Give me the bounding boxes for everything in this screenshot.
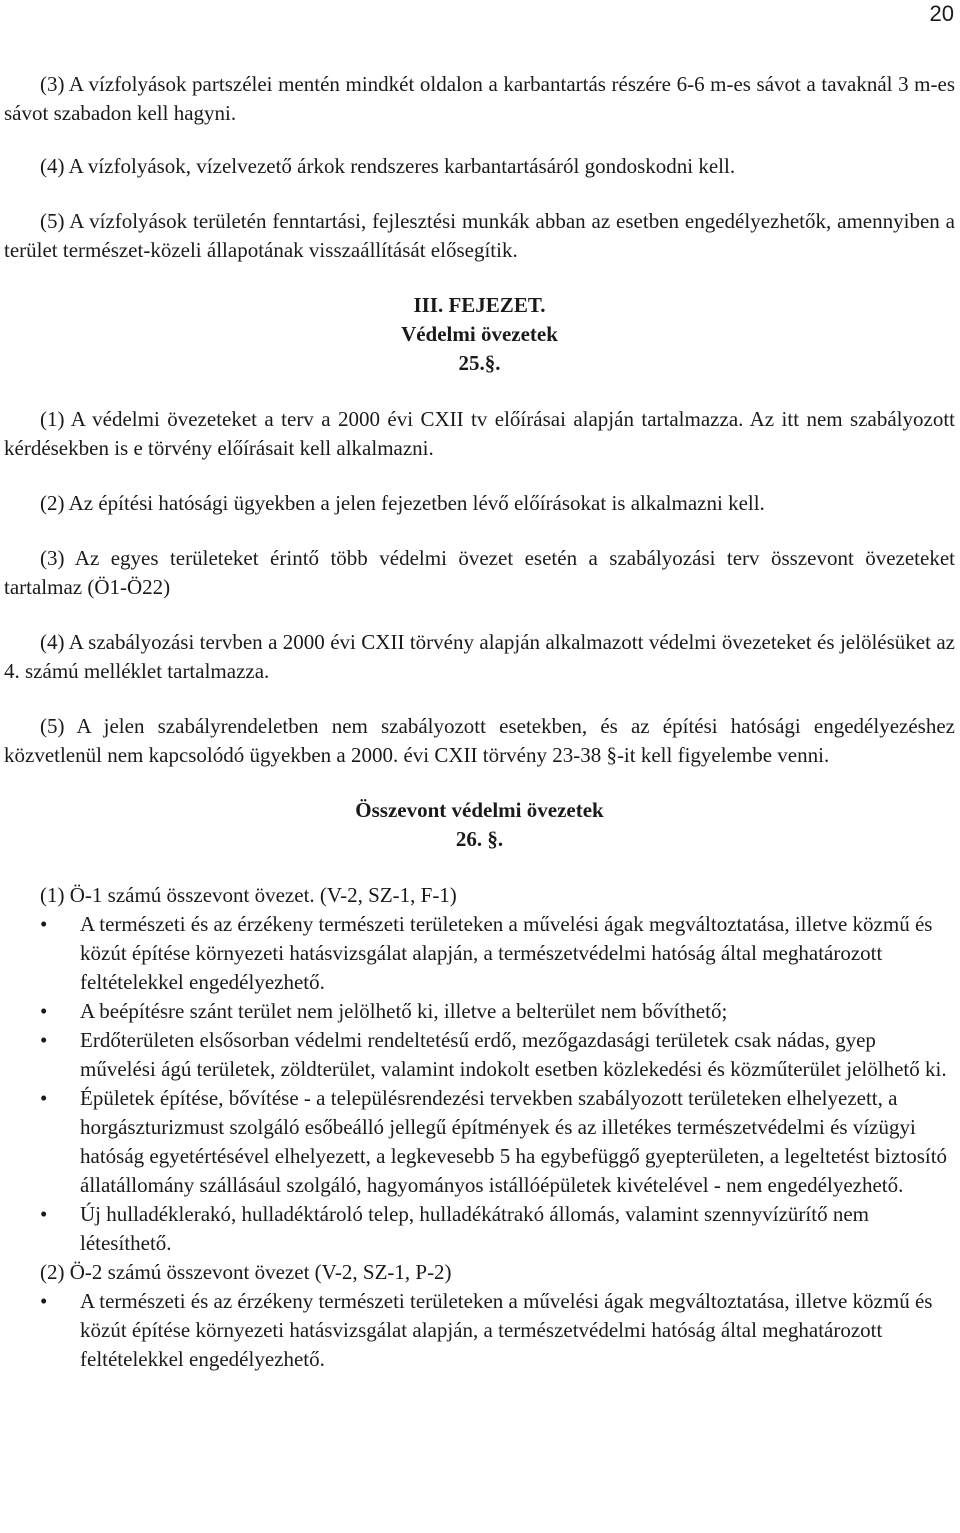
- list-item: [4, 1287, 955, 1374]
- list-item-text: A beépítésre szánt terület nem jelölhető ki, illetve a belterület nem bővíthető;: [80, 999, 728, 1023]
- paragraph-3: (3) A vízfolyások partszélei mentén mindkét oldalon a karbantartás részére 6-6 m-es sávot a tavaknál 3 m-es sávot szabadon kell hagyni.: [4, 72, 955, 125]
- zone-1-list: [4, 910, 955, 1258]
- list-item-text: A természeti és az érzékeny természeti területeken a művelési ágak megváltoztatása, illetve közmű és közút építése környezeti hatásvizsgálat alapján, a természetvédelmi hatóság által meghatározott feltételekkel engedélyezhető.: [80, 912, 933, 994]
- bullet-icon: •: [40, 1086, 48, 1110]
- bullet-icon: •: [40, 999, 48, 1023]
- list-item: [4, 910, 955, 997]
- section-25-para-3: (3) Az egyes területeket érintő több védelmi övezet esetén a szabályozási terv összevont övezeteket tartalmaz (Ö1-Ö22): [4, 546, 955, 599]
- bullet-icon: •: [40, 1028, 48, 1052]
- list-item-text: Új hulladéklerakó, hulladéktároló telep, hulladékátrakó állomás, valamint szennyvízürítő nem létesíthető.: [80, 1202, 869, 1255]
- bullet-icon: •: [40, 912, 48, 936]
- chapter-subtitle: Védelmi övezetek: [401, 322, 558, 346]
- page-number: 20: [929, 1, 954, 26]
- zone-2-intro: (2) Ö-2 számú összevont övezet (V-2, SZ-1, P-2): [40, 1260, 452, 1284]
- list-item-text: Épületek építése, bővítése - a településrendezési tervekben szabályozott területeken elhelyezett, a horgászturizmust szolgáló esőbeálló jellegű építmények és az illetékes természetvédelmi és vízügyi hatóság egyetértésével elhelyezett, a legkevesebb 5 ha egybefüggő gyepterületen, a legeltetést biztosító állatállomány szállásául szolgáló, hagyományos istállóépületek kivételével - nem engedélyezhető.: [80, 1086, 948, 1197]
- paragraph-5: (5) A vízfolyások területén fenntartási, fejlesztési munkák abban az esetben engedélyezhetők, amennyiben a terület természet-közeli állapotának visszaállítását elősegítik.: [4, 209, 955, 262]
- list-item: [4, 1084, 955, 1200]
- section-25-para-2: (2) Az építési hatósági ügyekben a jelen fejezetben lévő előírásokat is alkalmazni kell.: [40, 491, 765, 515]
- paragraph-4: (4) A vízfolyások, vízelvezető árkok rendszeres karbantartásáról gondoskodni kell.: [40, 154, 736, 178]
- list-item-text: A természeti és az érzékeny természeti területeken a művelési ágak megváltoztatása, illetve közmű és közút építése környezeti hatásvizsgálat alapján, a természetvédelmi hatóság által meghatározott feltételekkel engedélyezhető.: [80, 1289, 933, 1371]
- document-body: [4, 70, 955, 1374]
- list-item: [4, 997, 955, 1026]
- bullet-icon: •: [40, 1202, 48, 1226]
- list-item: [4, 1026, 955, 1084]
- combined-zones-heading: [4, 796, 955, 854]
- combined-zones-title: Összevont védelmi övezetek: [355, 798, 604, 822]
- section-number-26: 26. §.: [455, 827, 504, 851]
- section-25-para-4: (4) A szabályozási tervben a 2000 évi CXII törvény alapján alkalmazott védelmi övezeteket és jelölésüket az 4. számú melléklet tartalmazza.: [4, 630, 955, 683]
- section-25-para-1: (1) A védelmi övezeteket a terv a 2000 évi CXII tv előírásai alapján tartalmazza. Az itt nem szabályozott kérdésekben is e törvény előírásait kell alkalmazni.: [4, 407, 955, 460]
- section-number-25: 25.§.: [458, 351, 501, 375]
- zone-1-intro: (1) Ö-1 számú összevont övezet. (V-2, SZ-1, F-1): [40, 883, 457, 907]
- list-item-text: Erdőterületen elsősorban védelmi rendeltetésű erdő, mezőgazdasági területek csak nádas, gyep művelési ágú területek, zöldterület, valamint indokolt esetben közlekedési és közműterület jelölhető ki.: [80, 1028, 947, 1081]
- chapter-heading: [4, 291, 955, 378]
- list-item: [4, 1200, 955, 1258]
- section-25-para-5: (5) A jelen szabályrendeletben nem szabályozott esetekben, és az építési hatósági engedélyezéshez közvetlenül nem kapcsolódó ügyekben a 2000. évi CXII törvény 23-38 §-it kell figyelembe venni.: [4, 714, 955, 767]
- zone-2-list: [4, 1287, 955, 1374]
- chapter-title: III. FEJEZET.: [413, 293, 546, 317]
- bullet-icon: •: [40, 1289, 48, 1313]
